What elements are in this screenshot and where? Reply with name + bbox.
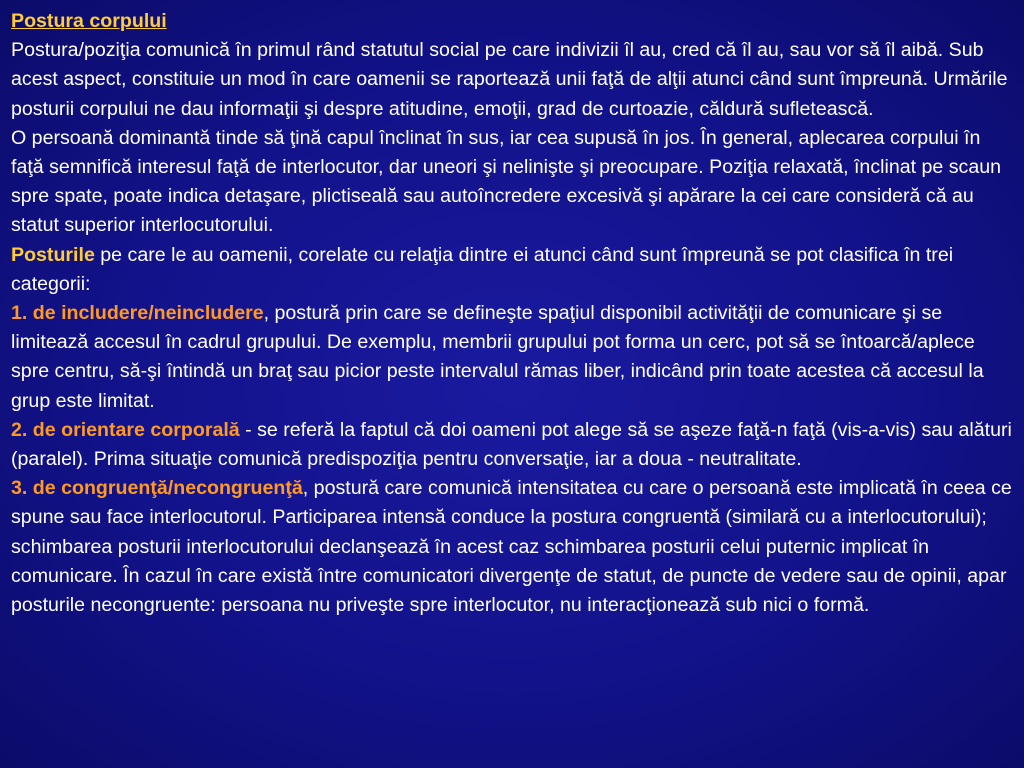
slide-title-line bbox=[11, 7, 1015, 36]
category-inclusion bbox=[11, 299, 1015, 416]
category-inclusion-text: , postură prin care se defineşte spaţiul disponibil activităţii de comunicare şi se limitează accesul în cadrul grupului. De exemplu, membrii grupului pot forma un cerc, pot să se întoarcă/aplece spre centru, să-şi întindă un braţ sau picior peste intervalul rămas liber, indicând prin toate acestea că accesul la grup este limitat. bbox=[11, 302, 984, 412]
category-congruence bbox=[11, 474, 1015, 620]
paragraph-dominance: O persoană dominantă tinde să ţină capul înclinat în sus, iar cea supusă în jos. În general, aplecarea corpului în faţă semnifică interesul faţă de interlocutor, dar uneori şi nelinişte şi preocupare. Poziţia relaxată, înclinat pe scaun spre spate, poate indica detaşare, plictiseală sau autoîncredere excesivă şi apărare la cei care consideră că au statut superior interlocutorului. bbox=[11, 126, 1002, 237]
category-orientation bbox=[11, 416, 1015, 474]
paragraph-categories bbox=[11, 241, 1015, 299]
paragraph-intro: Postura/poziţia comunică în primul rând statutul social pe care indivizii îl au, cred că îl au, sau vor să îl aibă. Sub acest aspect, constituie un mod în care oamenii se raportează unii faţă de alţii atunci când sunt împreună. Urmările posturii corpului ne dau informaţii şi despre atitudine, emoţii, grad de curtoazie, căldură sufletească. bbox=[11, 39, 1008, 120]
slide-content bbox=[11, 7, 1015, 620]
category-inclusion-label: 1. de includere/neincludere bbox=[11, 302, 264, 325]
category-orientation-text: - se referă la faptul că doi oameni pot alege să se aşeze faţă-n faţă (vis-a-vis) sau alături (paralel). Prima situaţie comunică predispoziţia pentru conversaţie, iar a doua - neutralitate. bbox=[11, 418, 1012, 471]
category-congruence-text: , postură care comunică intensitatea cu care o persoană este implicată în ceea ce spune sau face interlocutorul. Participarea intensă conduce la postura congruentă (similară cu a interlocutorului); schimbarea posturii interlocutorului declanşează în acest caz schimbarea posturii celui puternic implicat în comunicare. În cazul în care există între comunicatori divergenţe de statut, de puncte de vedere sau de opinii, apar posturile necongruente: persoana nu priveşte spre interlocutor, nu interacţionează sub nici o formă. bbox=[11, 477, 1012, 617]
slide-title: Postura corpului bbox=[11, 10, 167, 32]
category-orientation-label: 2. de orientare corporală bbox=[11, 418, 240, 441]
postures-term: Posturile bbox=[11, 243, 95, 266]
category-congruence-label: 3. de congruenţă/necongruenţă bbox=[11, 477, 303, 500]
categories-text: pe care le au oamenii, corelate cu relaţia dintre ei atunci când sunt împreună se pot clasifica în trei categorii: bbox=[11, 243, 954, 295]
